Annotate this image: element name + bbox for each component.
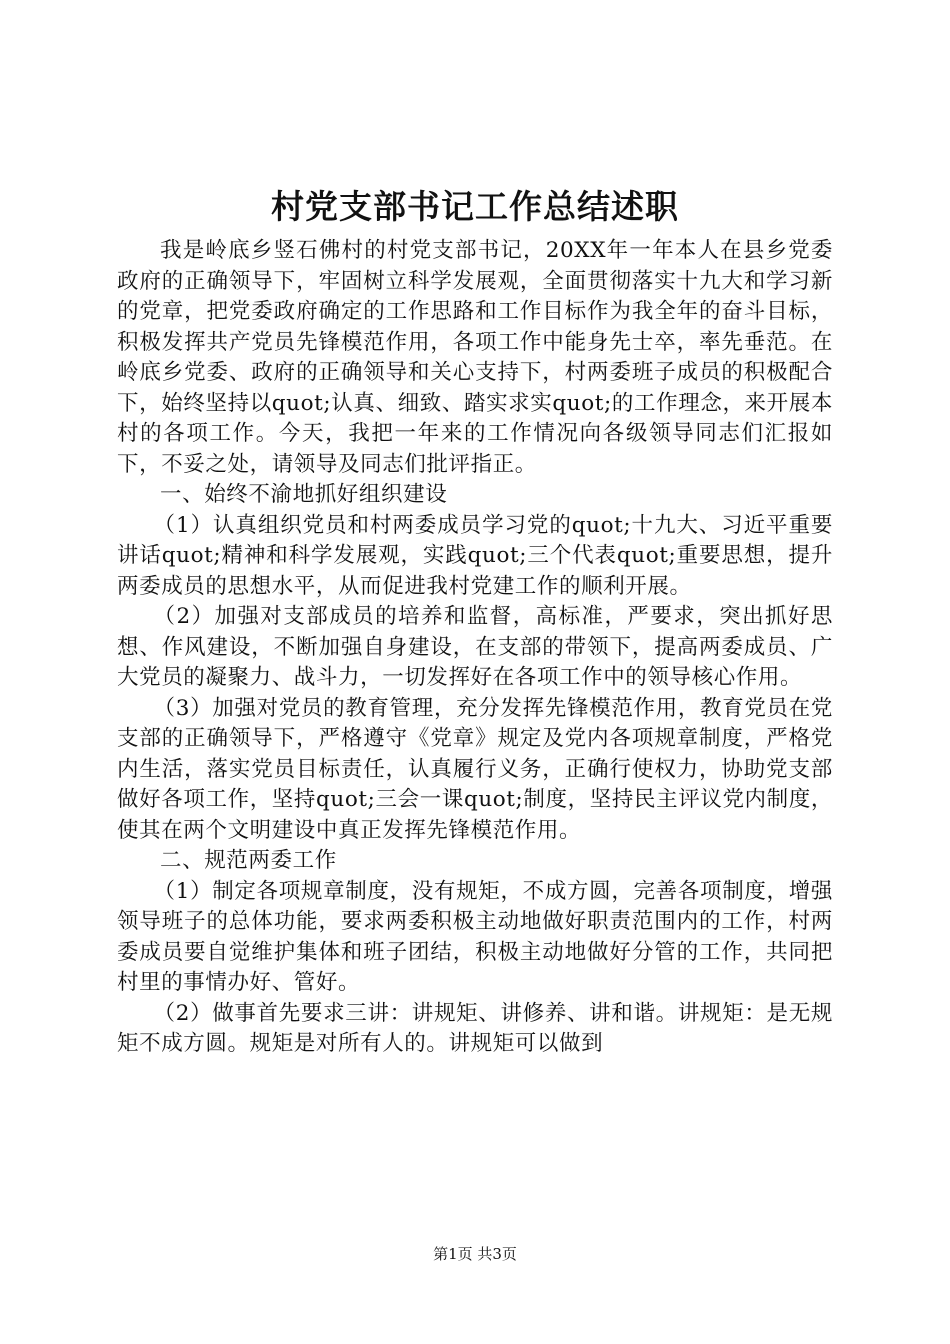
page-footer: 第1页 共3页 <box>433 1245 517 1263</box>
paragraph-item: （1）制定各项规章制度，没有规矩，不成方圆，完善各项制度，增强领导班子的总体功能，要求两委积极主动地做好职责范围内的工作，村两委成员要自觉维护集体和班子团结，积极主动地做好分管的工作，共同把村里的事情办好、管好。 <box>117 878 833 995</box>
document-body <box>117 236 833 1060</box>
section-heading-1: 一、始终不渝地抓好组织建设 <box>160 482 448 507</box>
paragraph-intro: 我是岭底乡竖石佛村的村党支部书记，20XX年一年本人在县乡党委政府的正确领导下，牢固树立科学发展观，全面贯彻落实十九大和学习新的党章，把党委政府确定的工作思路和工作目标作为我全年的奋斗目标，积极发挥共产党员先锋模范作用，各项工作中能身先士卒，率先垂范。在岭底乡党委、政府的正确领导和关心支持下，村两委班子成员的积极配合下，始终坚持以quot;认真、细致、踏实求实quot;的工作理念，来开展本村的各项工作。今天，我把一年来的工作情况向各级领导同志们汇报如下，不妥之处，请领导及同志们批评指正。 <box>117 238 833 477</box>
paragraph-item: （1）认真组织党员和村两委成员学习党的quot;十九大、习近平重要讲话quot;精神和科学发展观，实践quot;三个代表quot;重要思想，提升两委成员的思想水平，从而促进我村党建工作的顺利开展。 <box>117 512 833 599</box>
paragraph-item: （2）加强对支部成员的培养和监督，高标准，严要求，突出抓好思想、作风建设，不断加强自身建设，在支部的带领下，提高两委成员、广大党员的凝聚力、战斗力，一切发挥好在各项工作中的领导核心作用。 <box>117 604 833 690</box>
paragraph-item: （2）做事首先要求三讲：讲规矩、讲修养、讲和谐。讲规矩：是无规矩不成方圆。规矩是对所有人的。讲规矩可以做到 <box>117 1000 833 1056</box>
paragraph-item: （3）加强对党员的教育管理，充分发挥先锋模范作用，教育党员在党支部的正确领导下，严格遵守《党章》规定及党内各项规章制度，严格党内生活，落实党员目标责任，认真履行义务，正确行使权力，协助党支部做好各项工作，坚持quot;三会一课quot;制度，坚持民主评议党内制度，使其在两个文明建设中真正发挥先锋模范作用。 <box>117 695 833 843</box>
section-heading-2: 二、规范两委工作 <box>160 848 337 873</box>
document-title: 村党支部书记工作总结述职 <box>271 187 679 226</box>
